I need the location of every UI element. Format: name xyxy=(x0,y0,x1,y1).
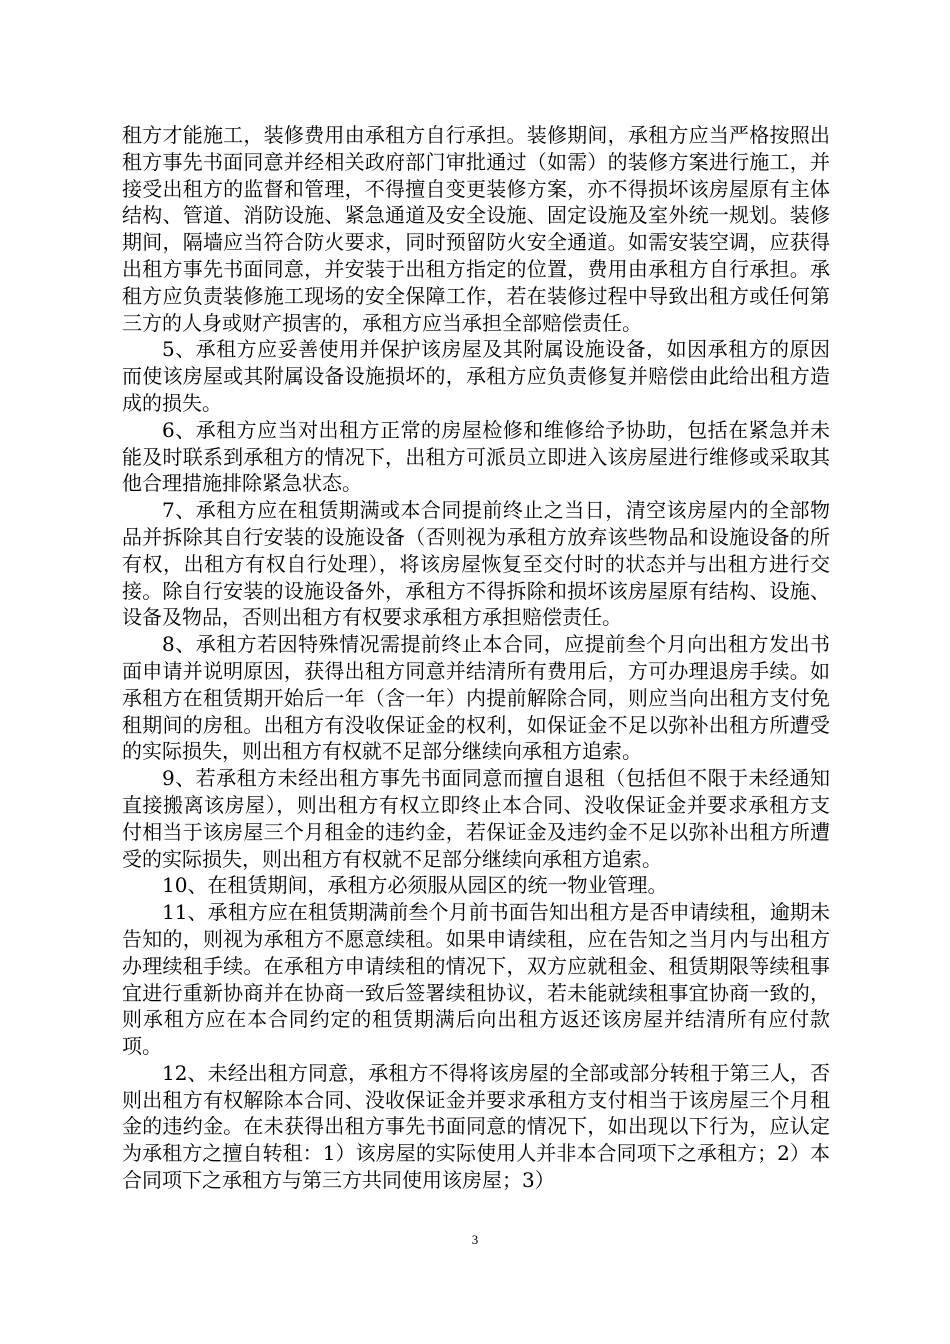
page-number: 3 xyxy=(471,1232,479,1247)
contract-body xyxy=(122,122,830,1194)
clause-8: 8、承租方若因特殊情况需提前终止本合同，应提前叁个月向出租方发出书面申请并说明原因，获得出租方同意并结清所有费用后，方可办理退房手续。如承租方在租赁期开始后一年（含一年）内提前解除合同，则应当向出租方支付免租期间的房租。出租方有没收保证金的权利，如保证金不足以弥补出租方所遭受的实际损失，则出租方有权就不足部分继续向承租方追索。 xyxy=(122,632,830,764)
clause-10: 10、在租赁期间，承租方必须服从园区的统一物业管理。 xyxy=(162,873,668,898)
clause-7: 7、承租方应在租赁期满或本合同提前终止之当日，清空该房屋内的全部物品并拆除其自行安装的设施设备（否则视为承租方放弃该些物品和设施设备的所有权，出租方有权自行处理），将该房屋恢复至交付时的状态并与出租方进行交接。除自行安装的设施设备外，承租方不得拆除和损坏该房屋原有结构、设施、设备及物品，否则出租方有权要求承租方承担赔偿责任。 xyxy=(122,498,830,630)
clause-6: 6、承租方应当对出租方正常的房屋检修和维修给予协助，包括在紧急并未能及时联系到承租方的情况下，出租方可派员立即进入该房屋进行维修或采取其他合理措施排除紧急状态。 xyxy=(122,417,830,496)
clause-11: 11、承租方应在租赁期满前叁个月前书面告知出租方是否申请续租，逾期未告知的，则视为承租方不愿意续租。如果申请续租，应在告知之当月内与出租方办理续租手续。在承租方申请续租的情况下，双方应就租金、租赁期限等续租事宜进行重新协商并在协商一致后签署续租协议，若未能就续租事宜协商一致的，则承租方应在本合同约定的租赁期满后向出租方返还该房屋并结清所有应付款项。 xyxy=(122,900,830,1059)
paragraph-continuation: 租方才能施工，装修费用由承租方自行承担。装修期间，承租方应当严格按照出租方事先书面同意并经相关政府部门审批通过（如需）的装修方案进行施工，并接受出租方的监督和管理，不得擅自变更装修方案，亦不得损坏该房屋原有主体结构、管道、消防设施、紧急通道及安全设施、固定设施及室外统一规划。装修期间，隔墙应当符合防火要求，同时预留防火安全通道。如需安装空调，应获得出租方事先书面同意，并安装于出租方指定的位置，费用由承租方自行承担。承租方应负责装修施工现场的安全保障工作，若在装修过程中导致出租方或任何第三方的人身或财产损害的，承租方应当承担全部赔偿责任。 xyxy=(122,123,830,335)
clause-5: 5、承租方应妥善使用并保护该房屋及其附属设施设备，如因承租方的原因而使该房屋或其附属设备设施损坏的，承租方应负责修复并赔偿由此给出租方造成的损失。 xyxy=(122,337,830,415)
clause-12: 12、未经出租方同意，承租方不得将该房屋的全部或部分转租于第三人，否则出租方有权解除本合同、没收保证金并要求承租方支付相当于该房屋三个月租金的违约金。在未获得出租方事先书面同意的情况下，如出现以下行为，应认定为承租方之擅自转租：1）该房屋的实际使用人并非本合同项下之承租方；2）本合同项下之承租方与第三方共同使用该房屋；3） xyxy=(122,1060,830,1193)
clause-9: 9、若承租方未经出租方事先书面同意而擅自退租（包括但不限于未经通知直接搬离该房屋），则出租方有权立即终止本合同、没收保证金并要求承租方支付相当于该房屋三个月租金的违约金，若保证金及违约金不足以弥补出租方所遭受的实际损失，则出租方有权就不足部分继续向承租方追索。 xyxy=(122,766,830,871)
